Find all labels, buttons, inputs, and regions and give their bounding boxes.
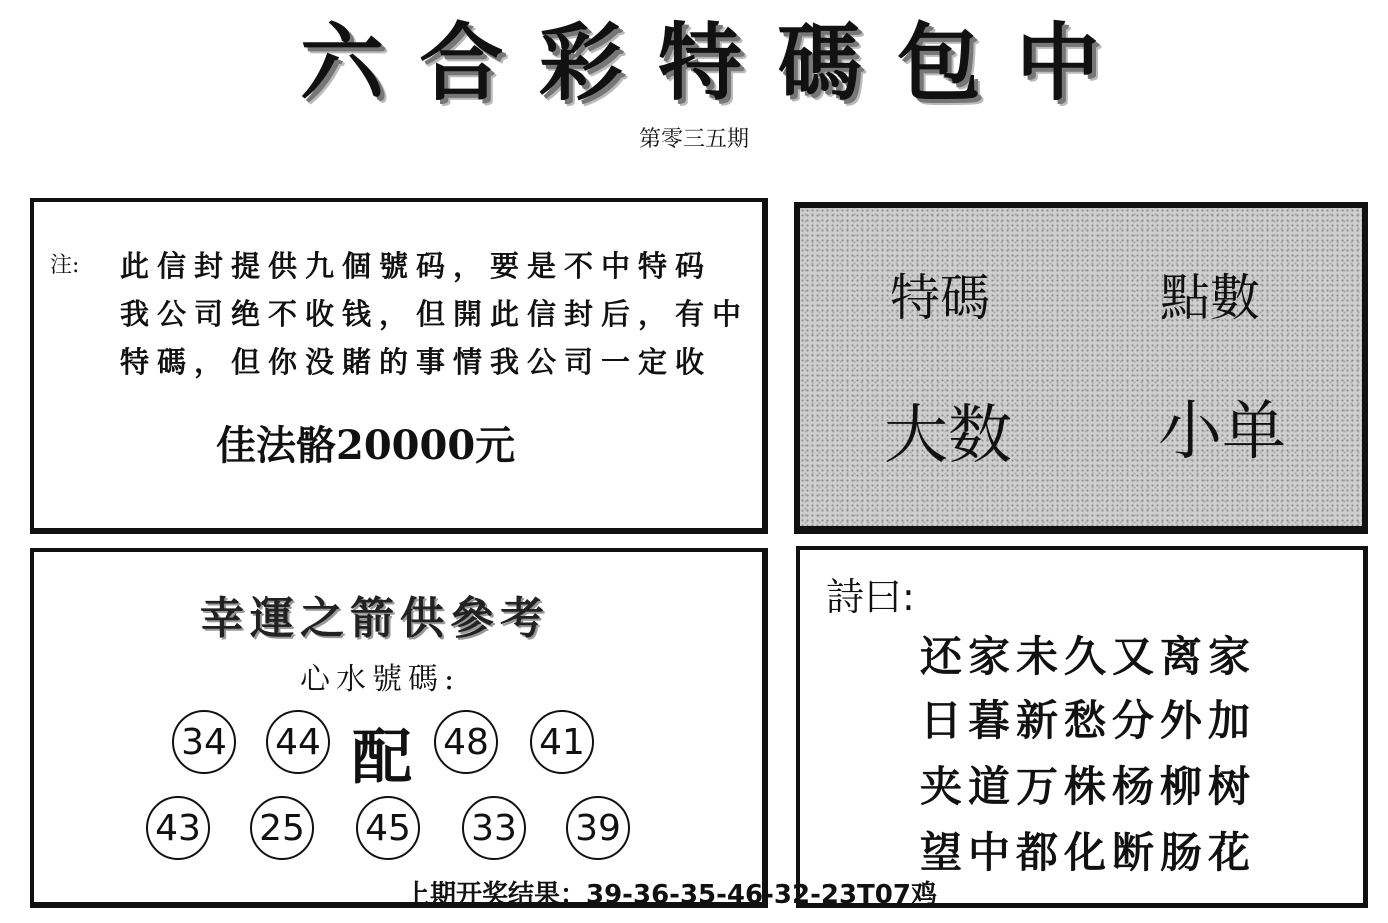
note-line: 我公司绝不收钱，但開此信封后，有中 <box>120 297 750 331</box>
points-value: 小单 <box>1158 395 1286 469</box>
special-code-heading: 特碼 <box>890 269 990 327</box>
lucky-subtitle: 心水號碼: <box>300 662 461 697</box>
last-result: 上期开奖结果：39-36-35-46-32-23T07鸡 <box>404 880 937 910</box>
title-char: 包 <box>896 13 981 112</box>
number-ball: 45 <box>356 796 420 860</box>
number-ball: 33 <box>462 796 526 860</box>
note-line: 特碼，但你没賭的事情我公司一定收 <box>120 345 713 379</box>
title-char: 特 <box>657 13 742 112</box>
number-ball: 44 <box>266 710 330 774</box>
number-ball: 41 <box>530 710 594 774</box>
reward-text: 佳法骼20000元 <box>216 422 516 469</box>
title-char: 碼 <box>777 13 862 112</box>
poem-line: 日暮新愁分外加 <box>920 696 1257 745</box>
title-char: 彩 <box>538 13 623 112</box>
special-code-value: 大数 <box>884 399 1012 473</box>
special-code-panel <box>794 202 1368 534</box>
pair-char: 配 <box>352 723 412 793</box>
poem-line: 还家未久又离家 <box>920 632 1257 681</box>
number-ball: 34 <box>172 710 236 774</box>
poem-line: 望中都化断肠花 <box>920 828 1257 877</box>
title-char: 中 <box>1015 13 1100 112</box>
number-ball: 48 <box>434 710 498 774</box>
lucky-title: 幸運之箭供參考 <box>200 593 550 644</box>
title-char: 六 <box>300 13 385 112</box>
note-label: 注: <box>50 253 80 278</box>
poem-heading: 詩曰: <box>826 575 915 619</box>
issue-number: 第零三五期 <box>638 127 749 152</box>
note-line: 此信封提供九個號码，要是不中特码 <box>120 249 713 283</box>
points-heading: 點數 <box>1160 269 1260 327</box>
title-char: 合 <box>419 13 504 112</box>
poem-line: 夹道万株杨柳树 <box>920 762 1257 811</box>
number-ball: 43 <box>146 796 210 860</box>
page-title <box>300 8 1100 118</box>
number-ball: 25 <box>250 796 314 860</box>
number-ball: 39 <box>566 796 630 860</box>
